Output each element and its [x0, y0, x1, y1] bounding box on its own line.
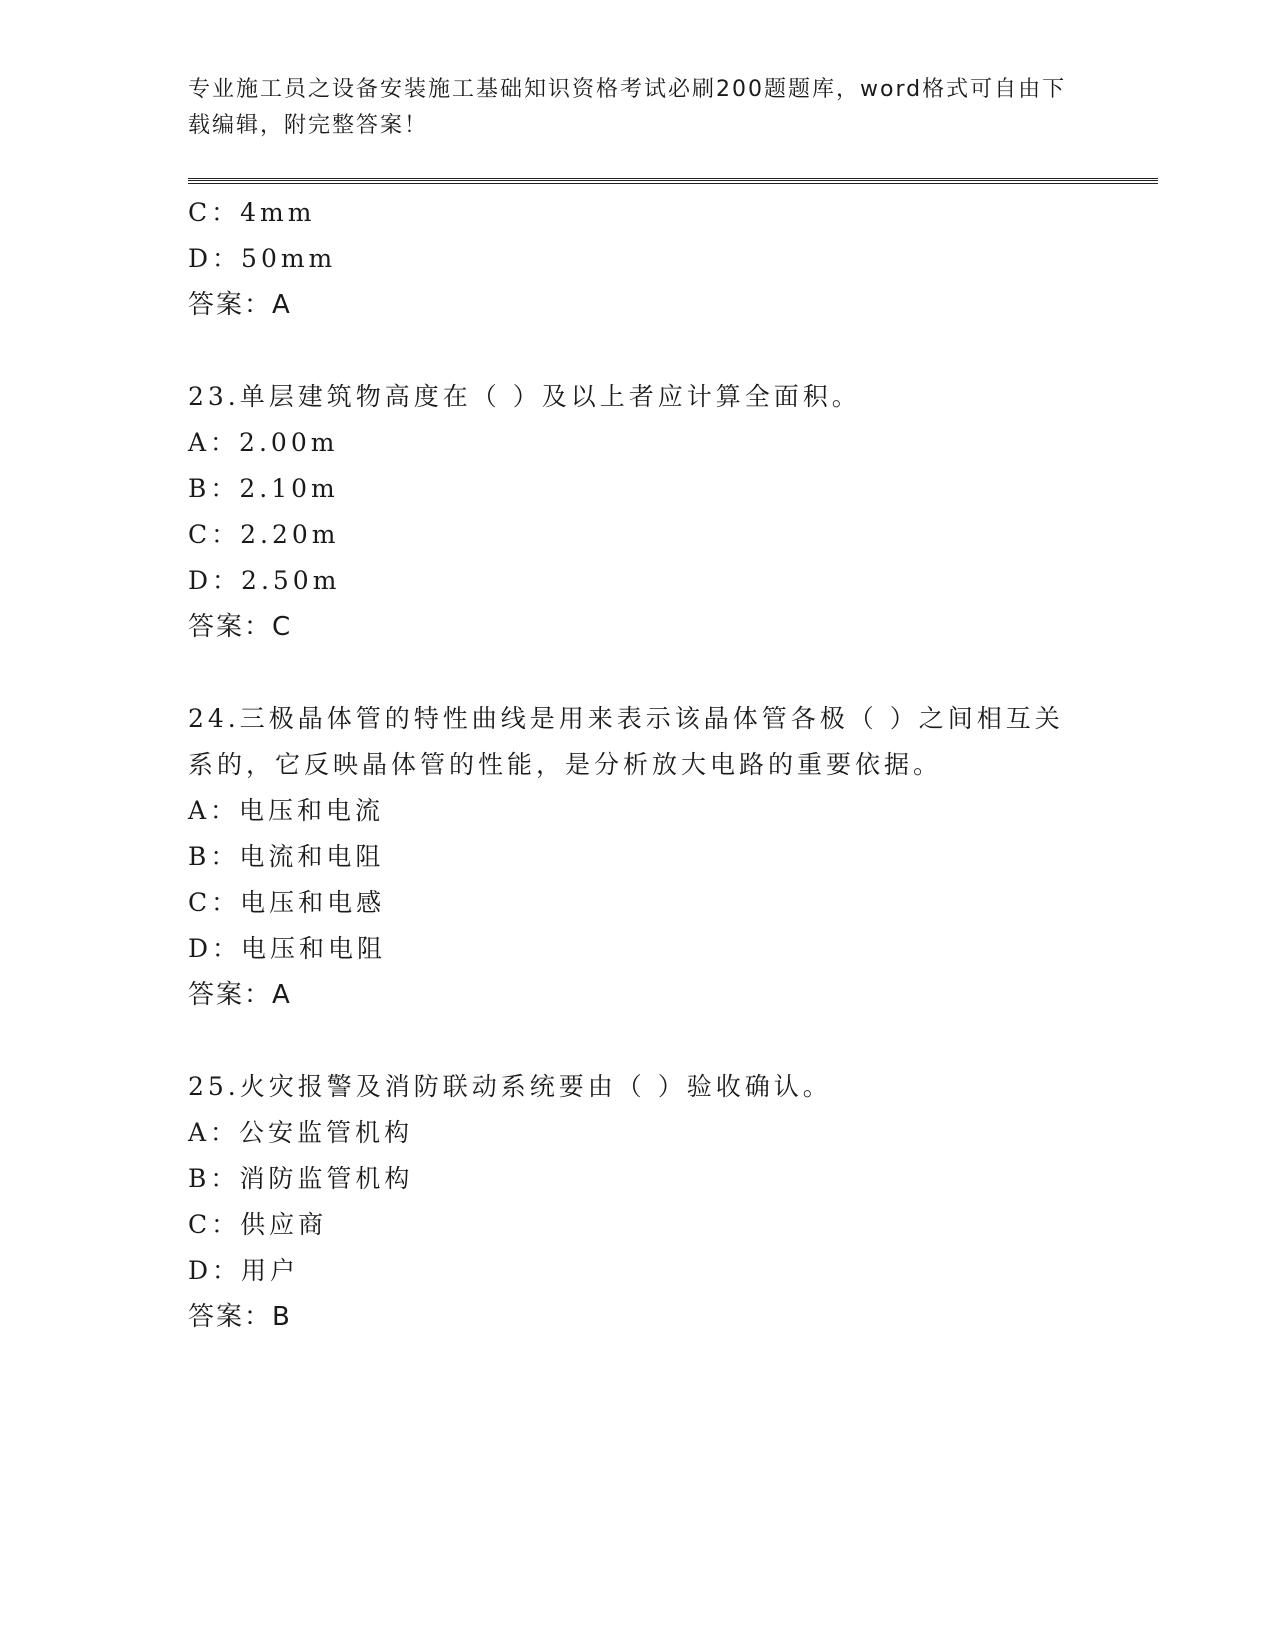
answer-line: 答案：B [188, 1302, 292, 1332]
answer-line: 答案：A [188, 290, 292, 320]
answer-line: 答案：C [188, 612, 293, 642]
option-d: D：50mm [188, 244, 337, 273]
option-c: C：2.20m [188, 520, 340, 549]
option-b: B：2.10m [188, 474, 339, 503]
option-d: D：2.50m [188, 566, 341, 595]
spacer [188, 650, 1088, 696]
option-c: C：供应商 [188, 1210, 328, 1239]
question-stem: 24.三极晶体管的特性曲线是用来表示该晶体管各极（ ）之间相互关系的，它反映晶体管的性能，是分析放大电路的重要依据。 [188, 704, 1064, 779]
question-23 [188, 374, 1088, 650]
header-divider [188, 178, 1158, 184]
spacer [188, 1018, 1088, 1064]
question-continuation [188, 190, 1088, 328]
option-d: D：用户 [188, 1256, 300, 1285]
option-b: B：电流和电阻 [188, 842, 385, 871]
spacer [188, 328, 1088, 374]
page-header [188, 72, 1088, 144]
question-25 [188, 1064, 1088, 1340]
answer-line: 答案：A [188, 980, 292, 1010]
option-b: B：消防监管机构 [188, 1164, 414, 1193]
option-d: D：电压和电阻 [188, 934, 387, 963]
option-c: C：4mm [188, 198, 316, 227]
option-a: A：2.00m [188, 428, 339, 457]
question-24 [188, 696, 1088, 1018]
document-body [188, 190, 1088, 1340]
option-c: C：电压和电感 [188, 888, 386, 917]
option-a: A：电压和电流 [188, 796, 385, 825]
question-stem: 23.单层建筑物高度在（ ）及以上者应计算全面积。 [188, 382, 861, 411]
option-a: A：公安监管机构 [188, 1118, 414, 1147]
question-stem: 25.火灾报警及消防联动系统要由（ ）验收确认。 [188, 1072, 832, 1101]
document-title: 专业施工员之设备安装施工基础知识资格考试必刷200题题库，word格式可自由下载编辑，附完整答案！ [188, 77, 1067, 138]
